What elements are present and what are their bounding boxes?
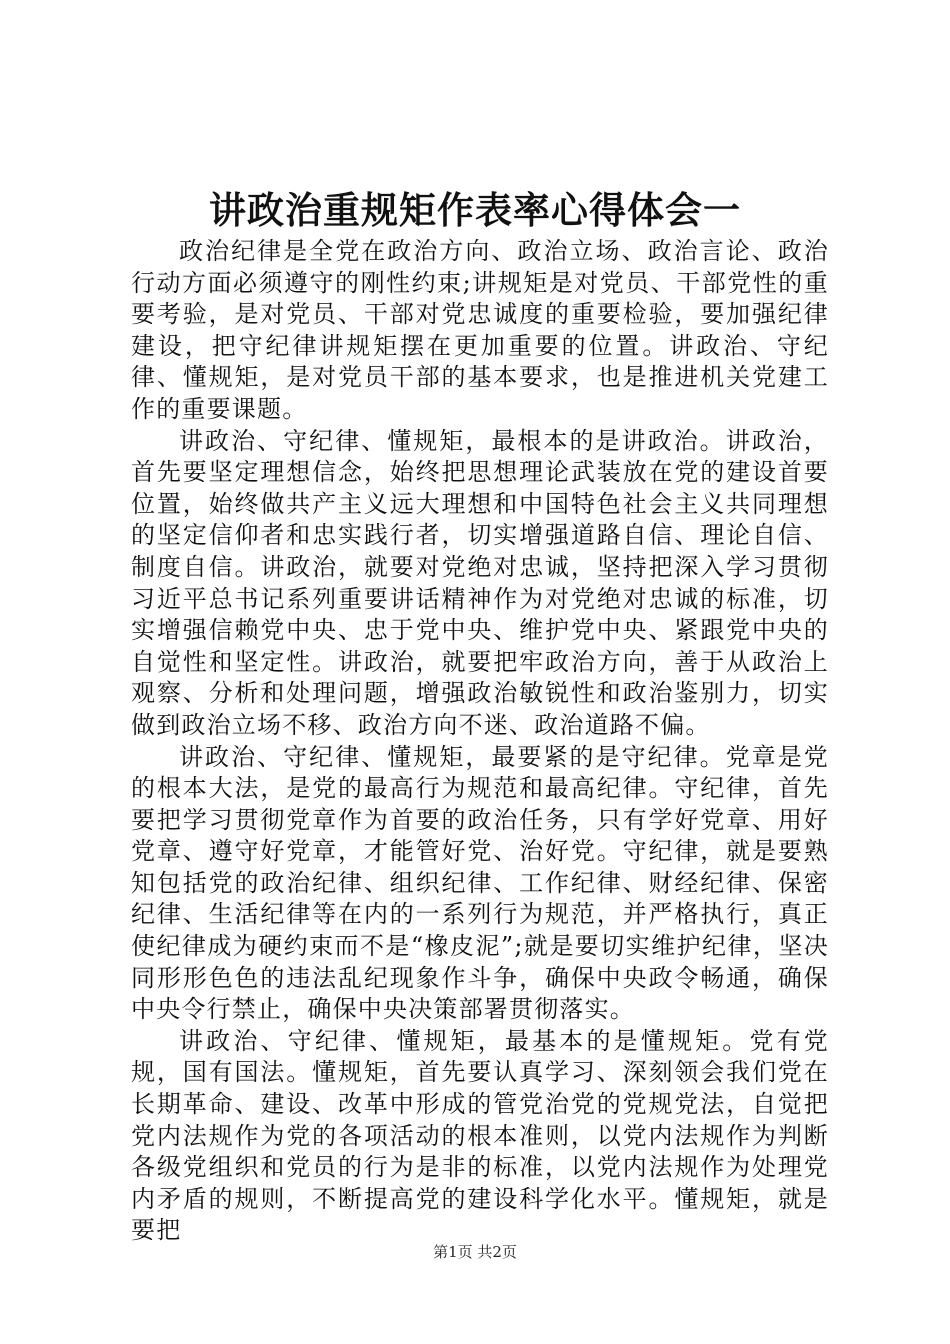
page-number-footer: 第1页 共2页 [433,1243,517,1261]
paragraph: 讲政治、守纪律、懂规矩，最根本的是讲政治。讲政治，首先要坚定理想信念，始终把思想理论武装放在党的建设首要位置，始终做共产主义远大理想和中国特色社会主义共同理想的坚定信仰者和忠实践行者，切实增强道路自信、理论自信、制度自信。讲政治，就要对党绝对忠诚，坚持把深入学习贯彻习近平总书记系列重要讲话精神作为对党绝对忠诚的标准，切实增强信赖党中央、忠于党中央、维护党中央、紧跟党中央的自觉性和坚定性。讲政治，就要把牢政治方向，善于从政治上观察、分析和处理问题，增强政治敏锐性和政治鉴别力，切实做到政治立场不移、政治方向不迷、政治道路不偏。 [131,426,829,739]
paragraph: 政治纪律是全党在政治方向、政治立场、政治言论、政治行动方面必须遵守的刚性约束;讲规矩是对党员、干部党性的重要考验，是对党员、干部对党忠诚度的重要检验，要加强纪律建设，把守纪律讲规矩摆在更加重要的位置。讲政治、守纪律、懂规矩，是对党员干部的基本要求，也是推进机关党建工作的重要课题。 [131,237,829,423]
document-body [131,236,829,1247]
document-title: 讲政治重规矩作表率心得体会一 [209,188,741,232]
paragraph: 讲政治、守纪律、懂规矩，最要紧的是守纪律。党章是党的根本大法，是党的最高行为规范和最高纪律。守纪律，首先要把学习贯彻党章作为首要的政治任务，只有学好党章、用好党章、遵守好党章，才能管好党、治好党。守纪律，就是要熟知包括党的政治纪律、组织纪律、工作纪律、财经纪律、保密纪律、生活纪律等在内的一系列行为规范，并严格执行，真正使纪律成为硬约束而不是“橡皮泥”;就是要切实维护纪律，坚决同形形色色的违法乱纪现象作斗争，确保中央政令畅通，确保中央令行禁止，确保中央决策部署贯彻落实。 [131,742,829,1024]
paragraph: 讲政治、守纪律、懂规矩，最基本的是懂规矩。党有党规，国有国法。懂规矩，首先要认真学习、深刻领会我们党在长期革命、建设、改革中形成的管党治党的党规党法，自觉把党内法规作为党的各项活动的根本准则，以党内法规作为判断各级党组织和党员的行为是非的标准，以党内法规作为处理党内矛盾的规则，不断提高党的建设科学化水平。懂规矩，就是要把 [131,1026,829,1245]
